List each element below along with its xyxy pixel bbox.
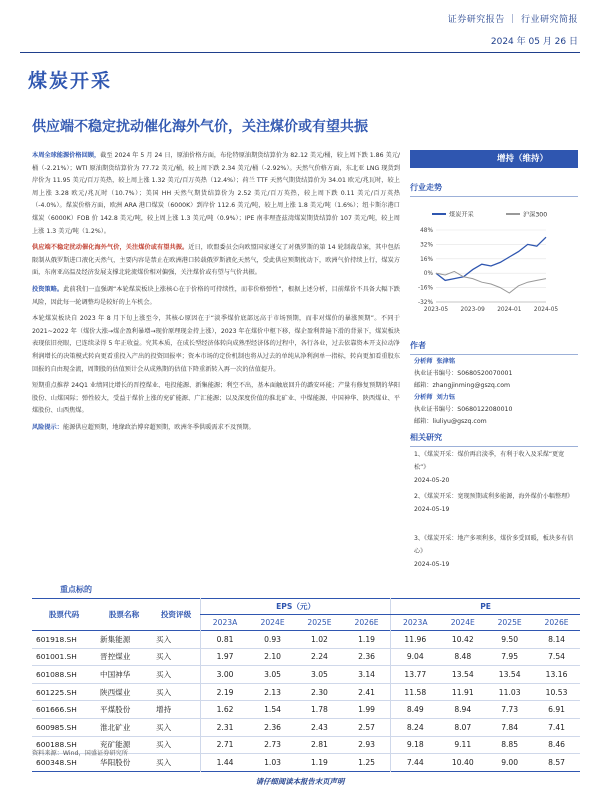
col-year-pe-2026E: 2026E [544,618,569,627]
stock-name: 中国神华 [100,669,131,679]
eps-value: 1.25 [358,757,375,767]
col-header-code: 股票代码 [48,610,80,619]
col-header-eps: EPS（元） [201,599,391,615]
pe-value: 8.94 [454,705,472,715]
pe-value: 6.91 [548,705,565,715]
col-year-pe-2023A: 2023A [391,615,440,631]
paragraph-risk: 风险提示：能源供应超预期，地缘政治博弈超预期，欧洲冬季供暖需求不及预期。 [32,423,255,431]
col-year-eps-2023A: 2023A [201,615,250,631]
report-title: 供应端不稳定扰动催化海外气价，关注煤价或有望共振 [32,119,368,135]
paragraph-investment-strategy: 投资策略。此前我们一直强调“本轮煤炭板块上涨核心在于价格的可持续性，而非价格弹性”，根据上述分析，目前煤价不具备大幅下跌风险，因此每一轮调整均是较好的上车机会。 [32,285,400,306]
eps-value: 1.19 [358,634,375,644]
analyst-1-cert: 执业证书编号：S0680520070001 [414,370,513,377]
analyst-2-name: 刘力钰 [436,394,456,401]
stock-rating: 买入 [156,722,172,732]
pe-value: 9.00 [501,757,519,767]
chart-legend [432,211,547,219]
series-line-1 [436,271,546,293]
pe-value: 8.14 [548,634,565,644]
pe-value: 7.44 [391,754,440,772]
eps-value: 1.62 [201,701,250,719]
legend-label-0: 煤炭开采 [449,211,474,219]
eps-value: 2.71 [201,736,250,754]
paragraph-supply-disruption: 供应端不稳定扰动催化海外气价，关注煤价或有望共振。近日，欧盟委员会向欧盟国家递交了对俄罗斯的第 14 轮制裁草案，其中包括限制从俄罗斯进口液化天然气，主要内容是禁止在欧洲港口转载俄罗斯液化天然气，受此供应预期扰动下，欧洲气价持续上行，煤炭方面，东南亚高温及经济发展支撑北轮流煤价相对偏强，关注煤价或有望与气价共振。 [32,244,400,277]
stock-name: 淮北矿业 [100,722,131,732]
stock-rating: 买入 [156,652,172,662]
y-tick-label: 16% [420,256,433,263]
pe-value: 9.50 [501,634,519,644]
table-row [32,648,580,666]
eps-value: 2.19 [201,683,250,701]
pe-value: 7.41 [548,722,565,732]
table-row [32,683,580,701]
pe-value: 9.04 [391,648,440,666]
stock-rating: 买入 [156,669,172,679]
x-axis-ticks [424,302,559,313]
eps-value: 1.78 [310,705,328,715]
eps-value: 2.36 [264,722,282,732]
analyst-2-line: 分析师 刘力钰 [414,394,456,401]
eps-value: 0.81 [201,631,250,649]
pe-value: 7.73 [501,705,519,715]
table-row [32,631,580,649]
stock-name: 兖矿能源 [100,740,131,750]
stock-code: 600188.SH [36,740,77,750]
eps-value: 2.57 [358,722,375,732]
pe-value: 13.77 [391,666,440,684]
series-lines [436,237,546,293]
stock-name: 晋控煤业 [100,652,131,662]
related-report-3[interactable]: 3、《煤炭开采：地产多项利多，煤价多受回暖，板块多有信心》 2024-05-19 [414,535,574,569]
pe-value: 13.16 [545,669,568,679]
pe-value: 10.53 [545,687,568,697]
eps-value: 3.05 [264,669,282,679]
stock-name: 陕西煤业 [100,687,131,697]
related-report-2[interactable]: 2、《煤炭开采：宽现预期或利多能源，海外煤价小幅整理》 2024-05-19 [414,493,574,514]
pe-value: 8.24 [391,718,440,736]
key-stocks-table [32,598,580,772]
x-tick-label: 2023-05 [423,307,449,313]
y-tick-label: 48% [420,228,433,234]
eps-value: 2.81 [310,740,328,750]
eps-value: 0.93 [264,634,282,644]
stock-table-heading: 重点标的 [60,585,92,594]
y-tick-label: 0% [423,271,433,278]
stock-code: 600348.SH [36,757,77,767]
eps-value: 3.05 [310,669,328,679]
pe-value: 10.40 [451,757,474,767]
pe-value: 13.54 [451,669,474,679]
legend-label-1: 沪深300 [523,211,548,219]
col-header-name: 股票名称 [108,610,140,619]
eps-value: 2.10 [264,652,282,662]
y-axis-ticks [418,228,546,306]
y-tick-label: 32% [420,242,433,249]
col-header-pe: PE [391,599,580,615]
x-tick-label: 2023-09 [460,307,485,313]
eps-value: 2.31 [201,718,250,736]
stock-rating: 买入 [156,757,172,767]
analyst-2-cert: 执业证书编号：S0680122080010 [414,406,513,413]
eps-value: 2.73 [264,740,282,750]
col-year-eps-2026E: 2026E [354,618,379,627]
stock-code: 601088.SH [36,669,77,679]
table-row [32,718,580,736]
paragraph-sector-analysis: 本轮煤炭板块自 2023 年 8 月下旬上涨至今，其核心原因在于“淡季煤价底部远高于市场预期，而非对煤价的暴涨预期”。不同于 2021~2022 年（煤价大涨→煤企盈利暴增→现价原理现金持上涨），2023 年在煤价中枢下移，煤企盈利普遍下滑的背景下，煤炭板块表现依旧亮眼，已连续录得 5 年正收益。究其本质，在成长型经济体转向成熟型经济体的过程中，各行各业，过去依靠资本开支拉动净利润增长的决策模式转向更看重投入产出的投资回报率；资本市场的定价机制也将从过去的单纯从净利润单一指标，转向更加看重股东回报的自由现金流，周期股的估值预计会从成熟期的估值下降重新转入再一次的估值提升。 [32,315,400,373]
pe-value: 10.42 [451,634,474,644]
pe-value: 11.96 [391,631,440,649]
pe-value: 8.48 [454,652,472,662]
eps-value: 1.02 [310,634,328,644]
analyst-1-line: 分析师 张津铭 [414,358,456,365]
stock-code: 601225.SH [36,687,77,697]
eps-value: 1.97 [201,648,250,666]
analyst-2-email[interactable]: 邮箱：liuliyu@gszq.com [414,418,487,425]
report-category: 证券研究报告 ｜ 行业研究简报 [447,15,578,25]
x-tick-label: 2024-05 [533,307,559,313]
stock-rating: 买入 [156,687,172,697]
table-row [32,666,580,684]
pe-value: 7.84 [501,722,519,732]
report-date: 2024 年 05 月 26 日 [490,37,578,47]
related-report-1[interactable]: 1、《煤炭开采：煤价再启淡季，有利于收入及采煤“更宽松”》 2024-05-20 [414,451,565,485]
eps-value: 2.41 [358,687,375,697]
eps-value: 1.99 [358,705,375,715]
trend-heading: 行业走势 [410,182,578,197]
eps-value: 1.19 [310,757,328,767]
industry-trend-chart [406,206,578,324]
eps-value: 1.44 [201,754,250,772]
stock-name: 华阳股份 [100,757,131,767]
pe-value: 8.46 [548,740,565,750]
header-divider [20,52,580,53]
eps-value: 2.13 [264,687,282,697]
stock-code: 601001.SH [36,652,77,662]
analyst-1-name: 张津铭 [436,358,456,365]
report-body [32,150,400,438]
eps-value: 2.30 [310,687,328,697]
paragraph-recommendations: 短期重点推荐 24Q1 业绩同比增长的晋控煤业、电投能源、新集能源；利空不出，基本面触底回升的潞安环能；产量有修复预期的华阳股份、山煤国际；弹性较大，受益于煤价上涨的兖矿能源、广汇能源；以及深度价值的淮北矿业、中煤能源、中国神华、陕西煤业、平煤股份、山西焦煤。 [32,382,400,415]
rating-badge: 增持（维持） [410,150,578,168]
stock-rating: 买入 [156,634,172,644]
eps-value: 1.54 [264,705,282,715]
stock-rating: 买入 [156,740,172,750]
col-year-pe-2025E: 2025E [497,618,522,627]
pe-value: 7.95 [501,652,519,662]
pe-value: 11.91 [451,687,474,697]
stock-code: 600985.SH [36,722,77,732]
pe-value: 8.07 [454,722,472,732]
stock-rating: 增持 [156,705,172,715]
pe-value: 9.11 [454,740,472,750]
eps-value: 3.00 [201,666,250,684]
col-header-rating: 投资评级 [160,610,192,619]
col-year-eps-2024E: 2024E [260,618,285,627]
eps-value: 2.43 [310,722,328,732]
eps-value: 1.03 [264,757,282,767]
data-source: 资料来源：Wind，国盛证券研究所 [32,750,128,757]
author-heading: 作者 [410,340,578,355]
pe-value: 8.57 [548,757,565,767]
eps-value: 3.14 [358,669,375,679]
eps-value: 2.36 [358,652,375,662]
y-tick-label: -32% [418,300,433,306]
pe-value: 11.58 [391,683,440,701]
y-tick-label: -16% [418,285,433,292]
pe-value: 9.18 [391,736,440,754]
footer-disclaimer: 请仔细阅读本报告末页声明 [255,777,345,786]
stock-name: 平煤股份 [100,705,131,715]
x-tick-label: 2024-01 [497,307,522,313]
stock-name: 新集能源 [100,634,131,644]
pe-value: 11.03 [498,687,521,697]
pe-value: 13.54 [498,669,521,679]
col-year-pe-2024E: 2024E [450,618,475,627]
related-heading: 相关研究 [410,432,578,447]
pe-value: 8.85 [501,740,519,750]
pe-value: 7.54 [548,652,565,662]
eps-value: 2.93 [358,740,375,750]
industry-name: 煤炭开采 [28,70,113,92]
table-row [32,701,580,719]
paragraph-energy-review: 本周全球能源价格回顾，截至 2024 年 5 月 24 日，原油价格方面，布伦特原油期货结算价为 82.12 美元/桶，较上周下跌 1.86 美元/桶（-2.21%）；WTI 原油期货结算价为 77.72 美元/桶，较上周下跌 2.34 美元/桶（-2.92%）。天然气价格方面，东北亚 LNG 现货到岸价为 11.95 美元/百万英热，较上周上涨 1.32 美元/百万英热（12.4%）；荷兰 TTF 天然气期货结算价为 34.01 欧元/兆瓦时，较上周上涨 3.28 欧元/兆瓦时（10.7%）；美国 HH 天然气期货结算价为 2.52 美元/百万英热，较上周下跌 0.11 美元/百万英热（-4.0%）。煤炭价格方面，欧洲 ARA 港口煤炭（6000K）到岸价 112.6 美元/吨，较上周上涨 1.8 美元/吨（1.6%）；纽卡斯尔港口煤炭（6000K）FOB 价 142.8 美元/吨，较上周上涨 1.3 美元/吨（0.9%）；IPE 南非理查兹湾煤炭期货结算价 107 美元/吨，较上周上涨 1.3 美元/吨（1.2%）。 [32,152,400,235]
analyst-1-email[interactable]: 邮箱：zhangjinming@gszq.com [414,382,511,389]
eps-value: 2.24 [310,652,328,662]
stock-code: 601918.SH [36,634,77,644]
stock-code: 601666.SH [36,705,77,715]
col-year-eps-2025E: 2025E [307,618,332,627]
pe-value: 8.49 [391,701,440,719]
